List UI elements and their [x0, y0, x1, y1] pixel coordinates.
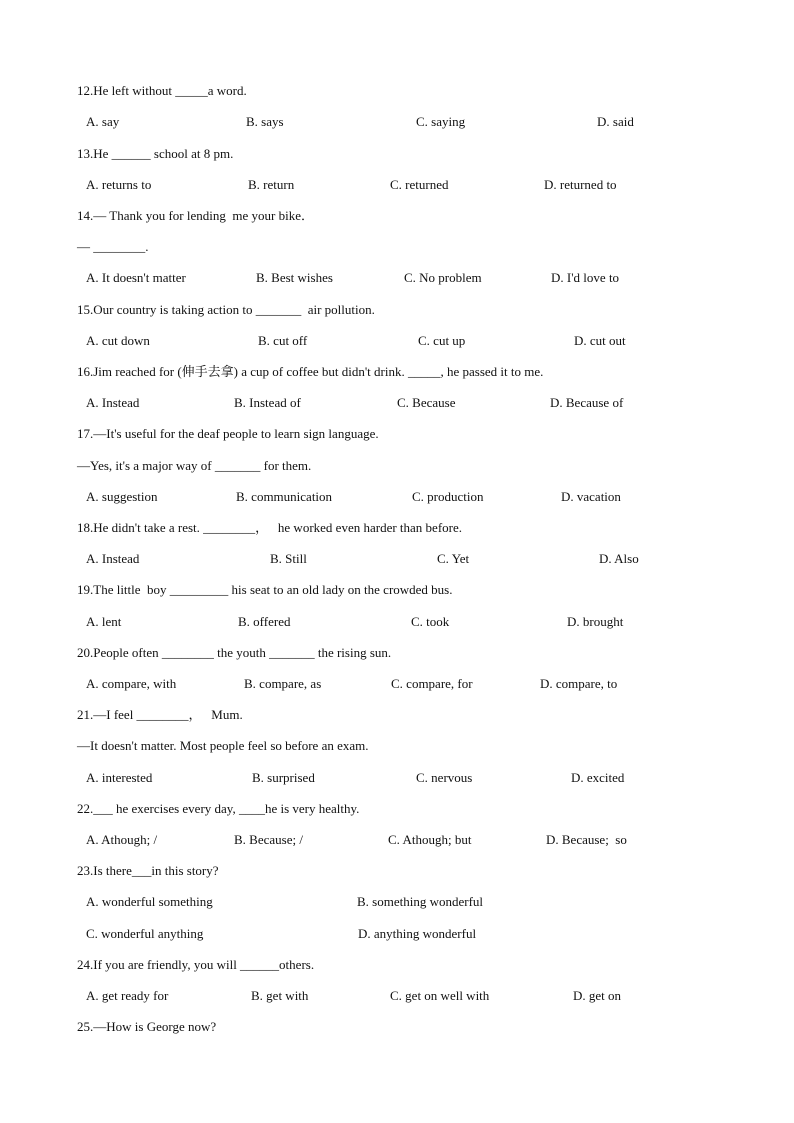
option-b[interactable]: B. offered [238, 614, 291, 629]
options-23-row-2 [0, 924, 794, 944]
options-22 [0, 830, 794, 850]
option-b[interactable]: B. communication [236, 489, 333, 504]
option-a[interactable]: A. say [86, 114, 120, 129]
option-d[interactable]: D. said [597, 114, 634, 129]
option-c[interactable]: C. Because [397, 395, 456, 410]
question-25: 25.—How is George now? [77, 1019, 217, 1034]
option-a[interactable]: A. interested [86, 770, 153, 785]
option-c[interactable]: C. took [411, 614, 450, 629]
option-b[interactable]: B. says [246, 114, 284, 129]
option-c[interactable]: C. nervous [416, 770, 473, 785]
question-18: 18.He didn't take a rest. ________， he worked even harder than before. [77, 520, 462, 535]
options-18 [0, 549, 794, 569]
option-a[interactable]: A. lent [86, 614, 122, 629]
option-c[interactable]: C. wonderful anything [86, 926, 204, 941]
question-15: 15.Our country is taking action to _______ air pollution. [77, 302, 375, 317]
question-23: 23.Is there___in this story? [77, 863, 219, 878]
option-b[interactable]: B. Because; / [234, 832, 303, 847]
option-c[interactable]: C. get on well with [390, 988, 490, 1003]
reply-17: —Yes, it's a major way of _______ for them. [77, 458, 312, 473]
option-d[interactable]: D. I'd love to [551, 270, 620, 285]
option-a[interactable]: A. Athough; / [86, 832, 158, 847]
option-b[interactable]: B. surprised [252, 770, 315, 785]
option-b[interactable]: B. something wonderful [357, 894, 484, 909]
question-14: 14.— Thank you for lending me your bike． [77, 208, 314, 223]
option-c[interactable]: C. returned [390, 177, 449, 192]
option-d[interactable]: D. excited [571, 770, 625, 785]
option-c[interactable]: C. Yet [437, 551, 470, 566]
options-15 [0, 331, 794, 351]
option-d[interactable]: D. brought [567, 614, 624, 629]
option-a[interactable]: A. returns to [86, 177, 152, 192]
option-b[interactable]: B. compare, as [244, 676, 322, 691]
reply-21: —It doesn't matter. Most people feel so before an exam. [77, 738, 369, 753]
question-24: 24.If you are friendly, you will ______others. [77, 957, 315, 972]
option-d[interactable]: D. Also [599, 551, 639, 566]
option-c[interactable]: C. Athough; but [388, 832, 472, 847]
option-b[interactable]: B. Best wishes [256, 270, 333, 285]
option-d[interactable]: D. Because of [550, 395, 624, 410]
question-19: 19.The little boy _________ his seat to an old lady on the crowded bus. [77, 582, 453, 597]
option-b[interactable]: B. get with [251, 988, 309, 1003]
options-20 [0, 674, 794, 694]
options-19 [0, 612, 794, 632]
option-c[interactable]: C. No problem [404, 270, 482, 285]
option-d[interactable]: D. vacation [561, 489, 621, 504]
option-a[interactable]: A. Instead [86, 395, 140, 410]
option-d[interactable]: D. returned to [544, 177, 617, 192]
reply-14: — ________. [77, 239, 149, 254]
option-b[interactable]: B. Still [270, 551, 307, 566]
options-12 [0, 112, 794, 132]
options-17 [0, 487, 794, 507]
options-23-row-1 [0, 892, 794, 912]
option-b[interactable]: B. cut off [258, 333, 308, 348]
option-d[interactable]: D. compare, to [540, 676, 618, 691]
options-16 [0, 393, 794, 413]
option-a[interactable]: A. Instead [86, 551, 140, 566]
option-a[interactable]: A. wonderful something [86, 894, 213, 909]
option-c[interactable]: C. production [412, 489, 484, 504]
option-a[interactable]: A. get ready for [86, 988, 169, 1003]
question-16: 16.Jim reached for (伸手去拿) a cup of coffee but didn't drink. _____, he passed it to me. [77, 364, 544, 379]
options-24 [0, 986, 794, 1006]
options-14 [0, 268, 794, 288]
option-b[interactable]: B. return [248, 177, 295, 192]
option-a[interactable]: A. cut down [86, 333, 150, 348]
option-b[interactable]: B. Instead of [234, 395, 301, 410]
option-a[interactable]: A. suggestion [86, 489, 158, 504]
option-c[interactable]: C. cut up [418, 333, 466, 348]
option-d[interactable]: D. cut out [574, 333, 626, 348]
option-d[interactable]: D. anything wonderful [358, 926, 477, 941]
option-d[interactable]: D. get on [573, 988, 622, 1003]
question-17: 17.—It's useful for the deaf people to learn sign language. [77, 426, 379, 441]
question-22: 22.___ he exercises every day, ____he is very healthy. [77, 801, 360, 816]
question-20: 20.People often ________ the youth _______ the rising sun. [77, 645, 392, 660]
question-13: 13.He ______ school at 8 pm. [77, 146, 234, 161]
options-21 [0, 768, 794, 788]
option-c[interactable]: C. compare, for [391, 676, 473, 691]
option-c[interactable]: C. saying [416, 114, 466, 129]
option-a[interactable]: A. compare, with [86, 676, 177, 691]
option-a[interactable]: A. It doesn't matter [86, 270, 186, 285]
options-13 [0, 175, 794, 195]
question-12: 12.He left without _____a word. [77, 83, 247, 98]
question-21: 21.—I feel ________， Mum. [77, 707, 243, 722]
option-d[interactable]: D. Because; so [546, 832, 627, 847]
